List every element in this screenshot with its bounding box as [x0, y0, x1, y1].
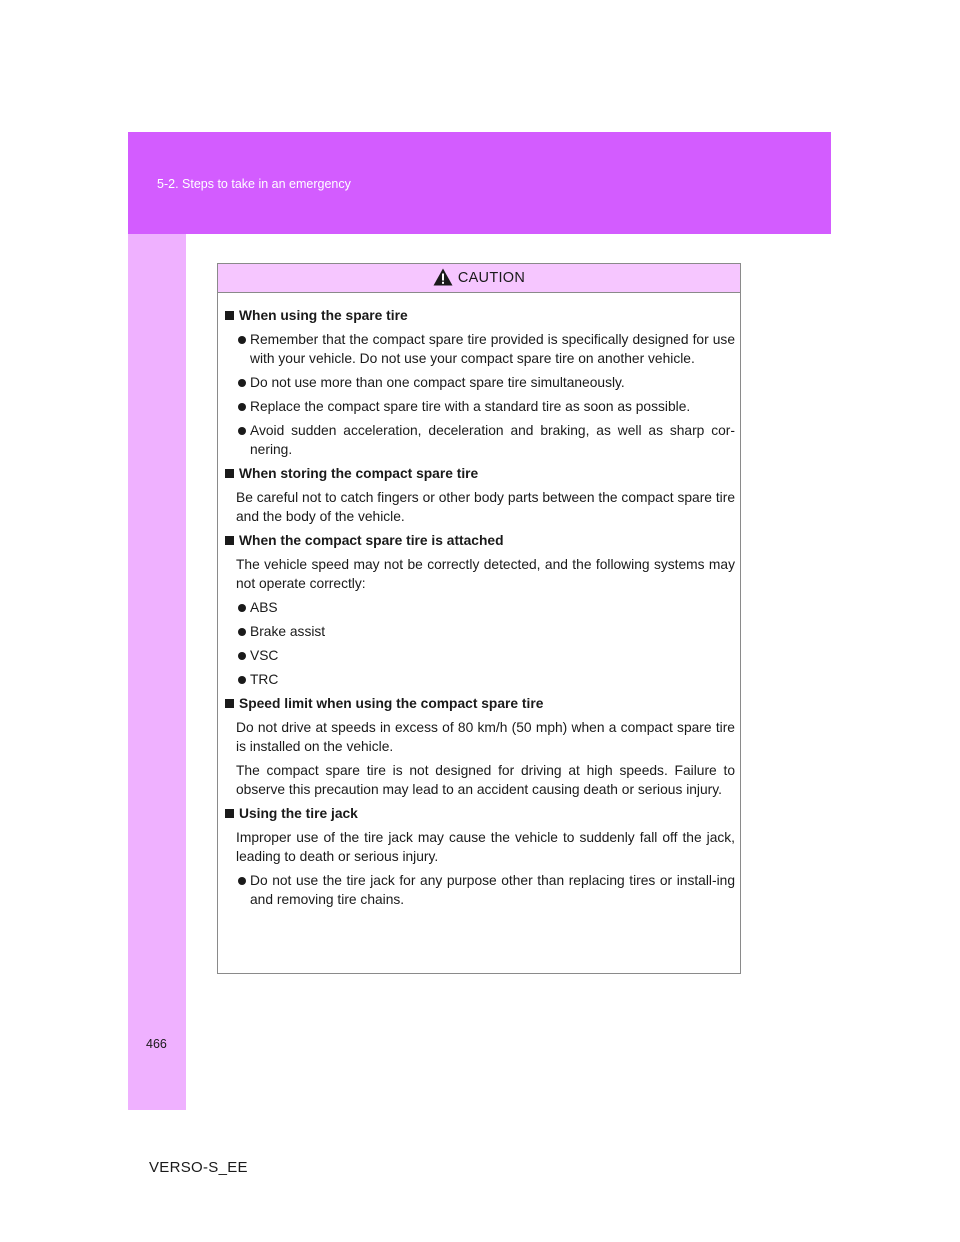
round-bullet-icon: [238, 604, 246, 612]
caution-body: [218, 293, 740, 909]
caution-header: [218, 264, 740, 293]
bullet-item: Remember that the compact spare tire provided is specifically designed for use with your vehicle. Do not use your compact spare tire on another vehicle.: [224, 330, 735, 368]
bullet-item: ABS: [224, 598, 735, 617]
round-bullet-icon: [238, 427, 246, 435]
round-bullet-icon: [238, 628, 246, 636]
paragraph: Be careful not to catch fingers or other body parts between the compact spare tire and the body of the vehicle.: [236, 490, 735, 524]
bullet-item: VSC: [224, 646, 735, 665]
side-band: [128, 234, 186, 1110]
bullet-item: Do not use the tire jack for any purpose other than replacing tires or install-ing and removing tire chains.: [224, 871, 735, 909]
caution-title: CAUTION: [457, 270, 526, 286]
caution-box: [217, 263, 741, 974]
bullet-item: Brake assist: [224, 622, 735, 641]
paragraph: The compact spare tire is not designed for driving at high speeds. Failure to observe this precaution may lead to an accident causing death or serious injury.: [236, 763, 735, 797]
paragraph: Do not drive at speeds in excess of 80 km/h (50 mph) when a compact spare tire is installed on the vehicle.: [236, 720, 735, 754]
section-title: 5-2. Steps to take in an emergency: [157, 177, 351, 191]
round-bullet-icon: [238, 379, 246, 387]
section-heading-attached: When the compact spare tire is attached: [224, 531, 735, 550]
round-bullet-icon: [238, 877, 246, 885]
section-heading-spare: When using the spare tire: [224, 306, 735, 325]
square-bullet-icon: [225, 809, 234, 818]
paragraph: Improper use of the tire jack may cause the vehicle to suddenly fall off the jack, leading to death or serious injury.: [236, 830, 735, 864]
square-bullet-icon: [225, 536, 234, 545]
square-bullet-icon: [225, 311, 234, 320]
round-bullet-icon: [238, 652, 246, 660]
round-bullet-icon: [238, 403, 246, 411]
model-code: VERSO-S_EE: [149, 1159, 248, 1176]
bullet-item: Avoid sudden acceleration, deceleration and braking, as well as sharp cor-nering.: [224, 421, 735, 459]
square-bullet-icon: [225, 469, 234, 478]
section-heading-speed: Speed limit when using the compact spare tire: [224, 694, 735, 713]
bullet-item: Do not use more than one compact spare tire simultaneously.: [224, 373, 735, 392]
round-bullet-icon: [238, 336, 246, 344]
section-heading-storing: When storing the compact spare tire: [224, 464, 735, 483]
section-heading-jack: Using the tire jack: [224, 804, 735, 823]
square-bullet-icon: [225, 699, 234, 708]
round-bullet-icon: [238, 676, 246, 684]
warning-triangle-icon: [433, 268, 453, 286]
page-number: 466: [146, 1037, 167, 1051]
bullet-item: Replace the compact spare tire with a standard tire as soon as possible.: [224, 397, 735, 416]
paragraph: The vehicle speed may not be correctly detected, and the following systems may not operate correctly:: [236, 557, 735, 591]
bullet-item: TRC: [224, 670, 735, 689]
